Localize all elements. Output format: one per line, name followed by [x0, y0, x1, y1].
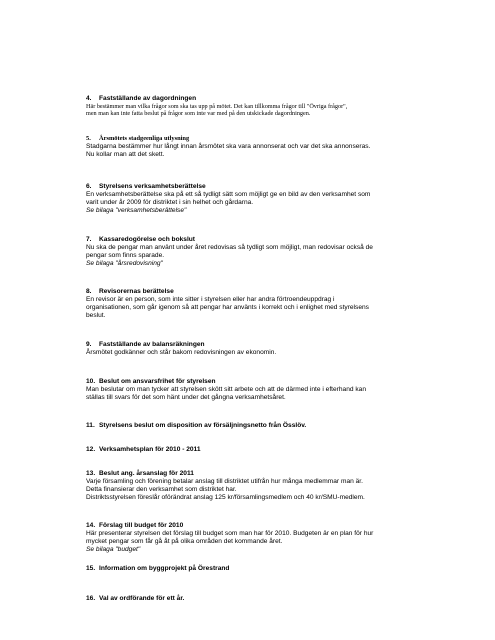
section-number: 5.	[86, 135, 91, 142]
body-line: mycket pengar som får gå åt på olika områden det kommande året.	[86, 538, 283, 545]
section-9	[86, 341, 416, 357]
section-number: 16.	[86, 595, 96, 602]
body-line: Här bestämmer man vilka frågor som ska tas upp på mötet. Det kan tillkomma frågor till "Övriga frågor",	[86, 103, 348, 110]
section-number: 13.	[86, 470, 96, 477]
body-line: Man beslutar om man tycker att styrelsen skött sitt arbete och att de därmed inte i efterhand kan	[86, 386, 367, 393]
section-body	[86, 103, 416, 118]
section-number: 8.	[86, 288, 92, 295]
body-line: Detta finansierar den verksamhet som distriktet har.	[86, 486, 237, 493]
section-heading	[86, 341, 416, 349]
section-body	[86, 191, 416, 215]
section-11	[86, 422, 416, 430]
section-8	[86, 288, 416, 320]
section-number: 9.	[86, 341, 92, 348]
section-10	[86, 378, 416, 402]
section-heading	[86, 422, 416, 430]
body-line: Årsmötet godkänner och står bakom redovisningen av ekonomin.	[86, 349, 277, 356]
section-body	[86, 296, 416, 320]
section-title: Årsmötets stadgeenliga utlysning	[99, 135, 190, 142]
section-heading	[86, 378, 416, 386]
section-title: Revisorernas berättelse	[99, 288, 174, 295]
section-title: Styrelsens beslut om disposition av försäljningsnetto från Össlöv.	[99, 422, 307, 429]
section-14	[86, 522, 416, 554]
section-number: 14.	[86, 522, 96, 529]
section-body	[86, 349, 416, 357]
body-line: ställas till svars för det som hänt under det gångna verksamhetsåret.	[86, 394, 286, 401]
section-heading	[86, 565, 416, 573]
section-number: 15.	[86, 565, 96, 572]
section-body	[86, 386, 416, 402]
section-title: Kassaredogörelse och bokslut	[99, 236, 196, 243]
section-heading	[86, 522, 416, 530]
attachment-reference: Se bilaga "årsredovisning"	[86, 260, 163, 267]
body-line: varit under år 2009 för distriktet i sin helhet och gårdarna.	[86, 199, 254, 206]
body-line: En verksamhetsberättelse ska på ett så tydligt sätt som möjligt ge en bild av den verksamhet som	[86, 191, 371, 198]
section-6	[86, 183, 416, 215]
section-13	[86, 470, 416, 502]
body-line: Nu ska de pengar man använt under året redovisas så tydligt som möjligt, man redovisar också de	[86, 244, 373, 251]
section-4	[86, 95, 416, 118]
section-title: Styrelsens verksamhetsberättelse	[99, 183, 206, 190]
body-line: beslut.	[86, 312, 106, 319]
section-heading	[86, 288, 416, 296]
body-line: Distriktsstyrelsen föreslår oförändrat anslag 125 kr/församlingsmedlem och 40 kr/SMU-medlem.	[86, 494, 365, 501]
section-heading	[86, 595, 416, 603]
section-title: Verksamhetsplan för 2010 - 2011	[99, 446, 201, 453]
section-title: Information om byggprojekt på Örestrand	[99, 565, 230, 572]
body-line: organisationen, som går igenom så att pengar har använts i korrekt och i enlighet med styrelsens	[86, 304, 369, 311]
section-heading	[86, 135, 416, 143]
section-number: 12.	[86, 446, 96, 453]
section-number: 11.	[86, 422, 95, 429]
section-number: 10.	[86, 378, 96, 385]
section-body	[86, 530, 416, 554]
section-7	[86, 236, 416, 268]
section-15	[86, 565, 416, 573]
section-title: Beslut ang. årsanslag för 2011	[99, 470, 194, 477]
body-line: Nu kollar man att det skett.	[86, 151, 165, 158]
section-16	[86, 595, 416, 603]
section-title: Förslag till budget för 2010	[99, 522, 184, 529]
section-heading	[86, 95, 416, 103]
section-title: Fastställande av balansräkningen	[99, 341, 205, 348]
body-line: pengar som finns sparade.	[86, 252, 165, 259]
section-heading	[86, 446, 416, 454]
section-12	[86, 446, 416, 454]
body-line: En revisor är en person, som inte sitter i styrelsen eller har andra förtroendeuppdrag i	[86, 296, 335, 303]
section-title: Val av ordförande för ett år.	[99, 595, 185, 602]
body-line: Här presenterar styrelsen det förslag till budget som man har för 2010. Budgeten är en plan för hur	[86, 530, 374, 537]
attachment-reference: Se bilaga "verksamhetsberättelse"	[86, 207, 187, 214]
section-heading	[86, 183, 416, 191]
section-number: 4.	[86, 95, 92, 102]
section-number: 7.	[86, 236, 92, 243]
body-line: Varje församling och förening betalar anslag till distriktet utifrån hur många medlemmar man är.	[86, 478, 363, 485]
attachment-reference: Se bilaga "budget"	[86, 546, 141, 553]
body-line: men man kan inte fatta beslut på frågor som inte var med på den utskickade dagordningen.	[86, 110, 311, 118]
body-line: Stadgarna bestämmer hur långt innan årsmötet ska vara annonserat och var det ska annonseras.	[86, 143, 371, 150]
section-number: 6.	[86, 183, 92, 190]
section-body	[86, 244, 416, 268]
section-heading	[86, 236, 416, 244]
section-title: Fastställande av dagordningen	[99, 95, 197, 102]
section-heading	[86, 470, 416, 478]
section-5	[86, 135, 416, 159]
section-body	[86, 478, 416, 502]
section-body	[86, 143, 416, 159]
section-title: Beslut om ansvarsfrihet för styrelsen	[99, 378, 216, 385]
